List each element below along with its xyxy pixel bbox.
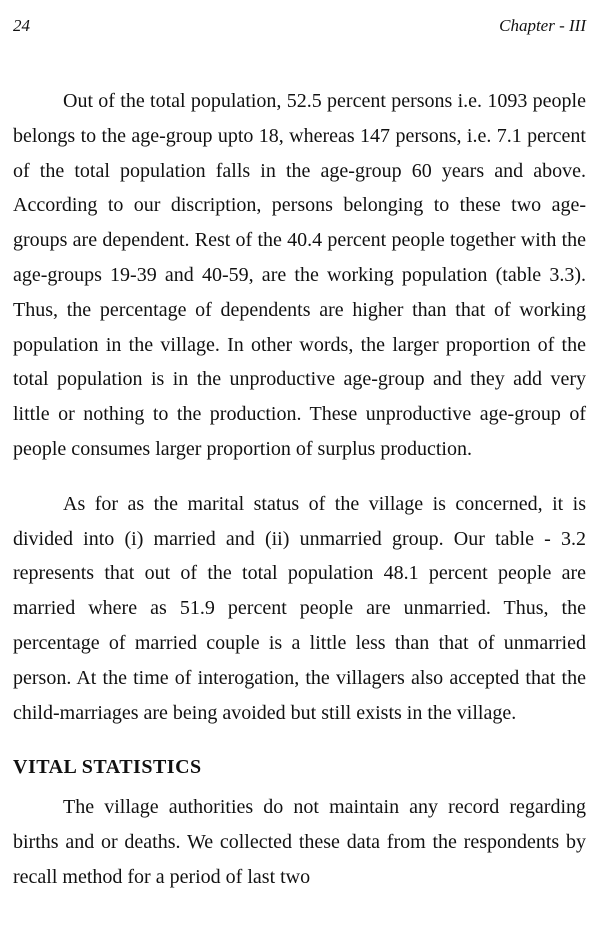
page-number: 24	[13, 16, 30, 35]
section-heading-vital-statistics: VITAL STATISTICS	[13, 756, 202, 779]
chapter-label: Chapter - III	[499, 16, 586, 35]
running-head	[13, 16, 586, 40]
paragraph-marital-status: As for as the marital status of the village is concerned, it is divided into (i) married and (ii) unmarried group. Our table - 3.2 represents that out of the total population 48.1 percent people are married where as 51.9 percent people are unmarried. Thus, the percentage of married couple is a little less than that of unmarried person. At the time of interogation, the villagers also accepted that the child-marriages are being avoided but still exists in the village.	[13, 492, 586, 724]
paragraph-age-groups: Out of the total population, 52.5 percent persons i.e. 1093 people belongs to the age-group upto 18, whereas 147 persons, i.e. 7.1 percent of the total population falls in the age-group 60 years and above. According to our discription, persons belonging to these two age-groups are dependent. Rest of the 40.4 percent people together with the age-groups 19-39 and 40-59, are the working population (table 3.3). Thus, the percentage of dependents are higher than that of working population in the village. In other words, the larger proportion of the total population is in the unproductive age-group and they add very little or nothing to the production. These unproductive age-group of people consumes larger proportion of surplus production.	[13, 90, 586, 460]
paragraph-vital-statistics: The village authorities do not maintain any record regarding births and or deaths. We collected these data from the respondents by recall method for a period of last two	[13, 796, 586, 888]
